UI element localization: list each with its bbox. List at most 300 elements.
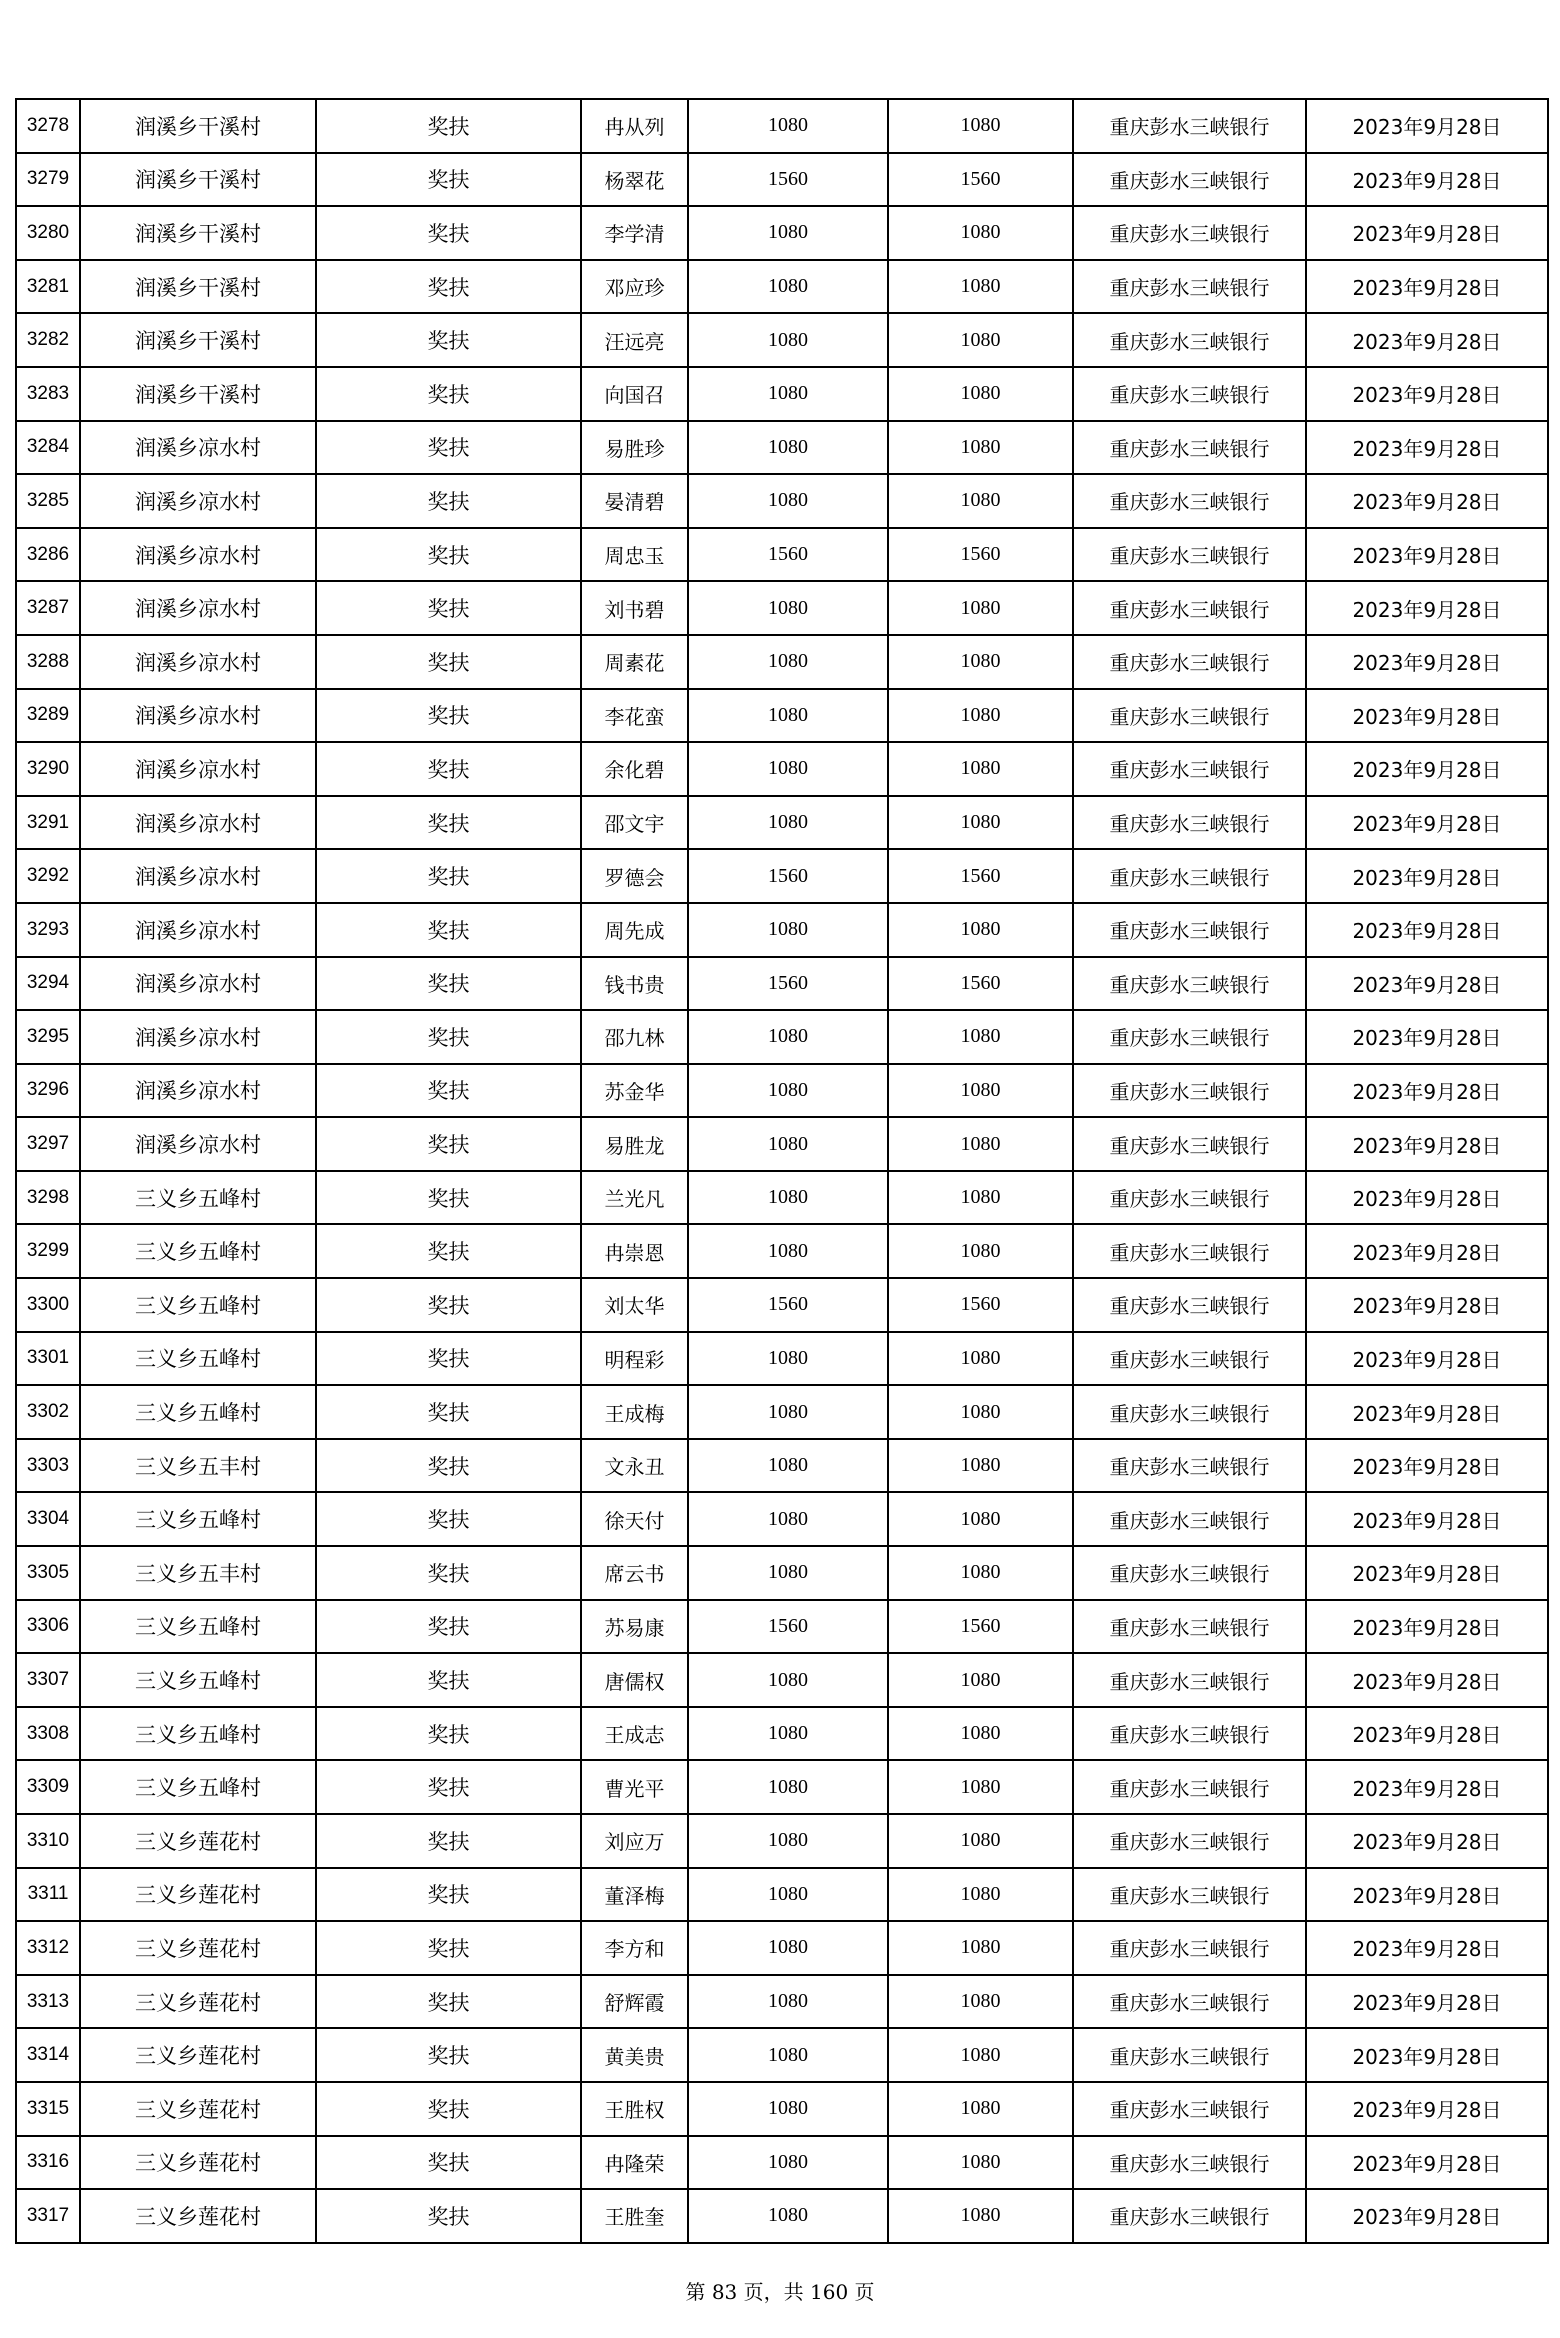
village-cell: 三义乡五峰村 bbox=[80, 1171, 316, 1225]
recipient-name-cell: 席云书 bbox=[581, 1546, 688, 1600]
village-cell: 润溪乡干溪村 bbox=[80, 206, 316, 260]
table-row bbox=[16, 421, 1548, 475]
record-number: 3279 bbox=[16, 153, 80, 207]
payment-date-cell: 2023年9月28日 bbox=[1306, 1814, 1548, 1868]
record-number: 3307 bbox=[16, 1653, 80, 1707]
bank-cell: 重庆彭水三峡银行 bbox=[1073, 474, 1306, 528]
table-row bbox=[16, 903, 1548, 957]
paid-amount-cell: 1080 bbox=[888, 1921, 1073, 1975]
village-cell: 润溪乡干溪村 bbox=[80, 99, 316, 153]
standard-amount-cell: 1080 bbox=[688, 1117, 888, 1171]
standard-amount-cell: 1080 bbox=[688, 2082, 888, 2136]
village-cell: 三义乡莲花村 bbox=[80, 2028, 316, 2082]
bank-cell: 重庆彭水三峡银行 bbox=[1073, 1600, 1306, 1654]
village-cell: 三义乡五峰村 bbox=[80, 1760, 316, 1814]
records-table bbox=[15, 98, 1549, 2244]
recipient-name-cell: 王成志 bbox=[581, 1707, 688, 1761]
recipient-name-cell: 周先成 bbox=[581, 903, 688, 957]
table-row bbox=[16, 1278, 1548, 1332]
bank-cell: 重庆彭水三峡银行 bbox=[1073, 313, 1306, 367]
table-row bbox=[16, 1171, 1548, 1225]
recipient-name-cell: 李学清 bbox=[581, 206, 688, 260]
payment-date-cell: 2023年9月28日 bbox=[1306, 742, 1548, 796]
paid-amount-cell: 1080 bbox=[888, 1546, 1073, 1600]
subsidy-type-cell: 奖扶 bbox=[316, 1332, 581, 1386]
recipient-name-cell: 杨翠花 bbox=[581, 153, 688, 207]
bank-cell: 重庆彭水三峡银行 bbox=[1073, 581, 1306, 635]
paid-amount-cell: 1080 bbox=[888, 99, 1073, 153]
subsidy-type-cell: 奖扶 bbox=[316, 2136, 581, 2190]
subsidy-type-cell: 奖扶 bbox=[316, 1278, 581, 1332]
paid-amount-cell: 1560 bbox=[888, 1278, 1073, 1332]
paid-amount-cell: 1080 bbox=[888, 206, 1073, 260]
recipient-name-cell: 明程彩 bbox=[581, 1332, 688, 1386]
recipient-name-cell: 钱书贵 bbox=[581, 957, 688, 1011]
village-cell: 三义乡五峰村 bbox=[80, 1278, 316, 1332]
subsidy-type-cell: 奖扶 bbox=[316, 528, 581, 582]
payment-date-cell: 2023年9月28日 bbox=[1306, 313, 1548, 367]
standard-amount-cell: 1080 bbox=[688, 260, 888, 314]
record-number: 3281 bbox=[16, 260, 80, 314]
standard-amount-cell: 1080 bbox=[688, 2189, 888, 2243]
bank-cell: 重庆彭水三峡银行 bbox=[1073, 1171, 1306, 1225]
table-row bbox=[16, 1439, 1548, 1493]
paid-amount-cell: 1080 bbox=[888, 421, 1073, 475]
subsidy-type-cell: 奖扶 bbox=[316, 1010, 581, 1064]
paid-amount-cell: 1080 bbox=[888, 2028, 1073, 2082]
bank-cell: 重庆彭水三峡银行 bbox=[1073, 742, 1306, 796]
recipient-name-cell: 冉从列 bbox=[581, 99, 688, 153]
recipient-name-cell: 易胜龙 bbox=[581, 1117, 688, 1171]
standard-amount-cell: 1560 bbox=[688, 849, 888, 903]
standard-amount-cell: 1080 bbox=[688, 1224, 888, 1278]
village-cell: 润溪乡凉水村 bbox=[80, 1117, 316, 1171]
record-number: 3316 bbox=[16, 2136, 80, 2190]
table-row bbox=[16, 153, 1548, 207]
paid-amount-cell: 1080 bbox=[888, 2136, 1073, 2190]
paid-amount-cell: 1080 bbox=[888, 689, 1073, 743]
standard-amount-cell: 1080 bbox=[688, 99, 888, 153]
record-number: 3282 bbox=[16, 313, 80, 367]
standard-amount-cell: 1080 bbox=[688, 796, 888, 850]
village-cell: 三义乡五峰村 bbox=[80, 1224, 316, 1278]
paid-amount-cell: 1560 bbox=[888, 957, 1073, 1011]
table-row bbox=[16, 849, 1548, 903]
village-cell: 润溪乡干溪村 bbox=[80, 260, 316, 314]
records-table-body bbox=[16, 99, 1548, 2243]
payment-date-cell: 2023年9月28日 bbox=[1306, 635, 1548, 689]
paid-amount-cell: 1080 bbox=[888, 1760, 1073, 1814]
payment-date-cell: 2023年9月28日 bbox=[1306, 1492, 1548, 1546]
table-row bbox=[16, 206, 1548, 260]
payment-date-cell: 2023年9月28日 bbox=[1306, 367, 1548, 421]
village-cell: 三义乡莲花村 bbox=[80, 2136, 316, 2190]
bank-cell: 重庆彭水三峡银行 bbox=[1073, 2028, 1306, 2082]
standard-amount-cell: 1080 bbox=[688, 367, 888, 421]
standard-amount-cell: 1080 bbox=[688, 1546, 888, 1600]
village-cell: 润溪乡凉水村 bbox=[80, 957, 316, 1011]
payment-date-cell: 2023年9月28日 bbox=[1306, 957, 1548, 1011]
paid-amount-cell: 1560 bbox=[888, 849, 1073, 903]
standard-amount-cell: 1080 bbox=[688, 1332, 888, 1386]
standard-amount-cell: 1080 bbox=[688, 1814, 888, 1868]
bank-cell: 重庆彭水三峡银行 bbox=[1073, 689, 1306, 743]
standard-amount-cell: 1080 bbox=[688, 313, 888, 367]
bank-cell: 重庆彭水三峡银行 bbox=[1073, 2189, 1306, 2243]
standard-amount-cell: 1080 bbox=[688, 903, 888, 957]
record-number: 3283 bbox=[16, 367, 80, 421]
recipient-name-cell: 刘应万 bbox=[581, 1814, 688, 1868]
village-cell: 润溪乡凉水村 bbox=[80, 742, 316, 796]
table-row bbox=[16, 1010, 1548, 1064]
paid-amount-cell: 1560 bbox=[888, 153, 1073, 207]
record-number: 3299 bbox=[16, 1224, 80, 1278]
paid-amount-cell: 1080 bbox=[888, 260, 1073, 314]
payment-date-cell: 2023年9月28日 bbox=[1306, 153, 1548, 207]
table-row bbox=[16, 2136, 1548, 2190]
bank-cell: 重庆彭水三峡银行 bbox=[1073, 1332, 1306, 1386]
village-cell: 润溪乡干溪村 bbox=[80, 153, 316, 207]
village-cell: 三义乡莲花村 bbox=[80, 2082, 316, 2136]
standard-amount-cell: 1080 bbox=[688, 1171, 888, 1225]
payment-date-cell: 2023年9月28日 bbox=[1306, 1385, 1548, 1439]
subsidy-type-cell: 奖扶 bbox=[316, 153, 581, 207]
paid-amount-cell: 1080 bbox=[888, 1224, 1073, 1278]
subsidy-type-cell: 奖扶 bbox=[316, 2082, 581, 2136]
standard-amount-cell: 1080 bbox=[688, 1868, 888, 1922]
recipient-name-cell: 唐儒权 bbox=[581, 1653, 688, 1707]
village-cell: 三义乡莲花村 bbox=[80, 1868, 316, 1922]
record-number: 3317 bbox=[16, 2189, 80, 2243]
bank-cell: 重庆彭水三峡银行 bbox=[1073, 421, 1306, 475]
payment-date-cell: 2023年9月28日 bbox=[1306, 2189, 1548, 2243]
bank-cell: 重庆彭水三峡银行 bbox=[1073, 99, 1306, 153]
table-row bbox=[16, 528, 1548, 582]
payment-date-cell: 2023年9月28日 bbox=[1306, 206, 1548, 260]
bank-cell: 重庆彭水三峡银行 bbox=[1073, 1439, 1306, 1493]
village-cell: 三义乡五峰村 bbox=[80, 1385, 316, 1439]
record-number: 3291 bbox=[16, 796, 80, 850]
table-row bbox=[16, 1064, 1548, 1118]
record-number: 3304 bbox=[16, 1492, 80, 1546]
table-row bbox=[16, 1224, 1548, 1278]
bank-cell: 重庆彭水三峡银行 bbox=[1073, 1010, 1306, 1064]
subsidy-type-cell: 奖扶 bbox=[316, 1975, 581, 2029]
subsidy-type-cell: 奖扶 bbox=[316, 2028, 581, 2082]
standard-amount-cell: 1560 bbox=[688, 528, 888, 582]
subsidy-type-cell: 奖扶 bbox=[316, 1600, 581, 1654]
payment-date-cell: 2023年9月28日 bbox=[1306, 260, 1548, 314]
payment-date-cell: 2023年9月28日 bbox=[1306, 1332, 1548, 1386]
payment-date-cell: 2023年9月28日 bbox=[1306, 1117, 1548, 1171]
standard-amount-cell: 1560 bbox=[688, 153, 888, 207]
payment-date-cell: 2023年9月28日 bbox=[1306, 1760, 1548, 1814]
recipient-name-cell: 罗德会 bbox=[581, 849, 688, 903]
village-cell: 润溪乡凉水村 bbox=[80, 689, 316, 743]
record-number: 3290 bbox=[16, 742, 80, 796]
recipient-name-cell: 周忠玉 bbox=[581, 528, 688, 582]
paid-amount-cell: 1080 bbox=[888, 581, 1073, 635]
paid-amount-cell: 1080 bbox=[888, 1064, 1073, 1118]
recipient-name-cell: 兰光凡 bbox=[581, 1171, 688, 1225]
record-number: 3294 bbox=[16, 957, 80, 1011]
paid-amount-cell: 1080 bbox=[888, 796, 1073, 850]
record-number: 3313 bbox=[16, 1975, 80, 2029]
payment-date-cell: 2023年9月28日 bbox=[1306, 1868, 1548, 1922]
bank-cell: 重庆彭水三峡银行 bbox=[1073, 635, 1306, 689]
payment-date-cell: 2023年9月28日 bbox=[1306, 1921, 1548, 1975]
payment-date-cell: 2023年9月28日 bbox=[1306, 689, 1548, 743]
recipient-name-cell: 苏易康 bbox=[581, 1600, 688, 1654]
paid-amount-cell: 1080 bbox=[888, 1171, 1073, 1225]
payment-date-cell: 2023年9月28日 bbox=[1306, 2082, 1548, 2136]
standard-amount-cell: 1560 bbox=[688, 1600, 888, 1654]
village-cell: 三义乡莲花村 bbox=[80, 2189, 316, 2243]
subsidy-type-cell: 奖扶 bbox=[316, 1814, 581, 1868]
recipient-name-cell: 李花蛮 bbox=[581, 689, 688, 743]
record-number: 3303 bbox=[16, 1439, 80, 1493]
bank-cell: 重庆彭水三峡银行 bbox=[1073, 206, 1306, 260]
subsidy-type-cell: 奖扶 bbox=[316, 1653, 581, 1707]
table-row bbox=[16, 1921, 1548, 1975]
subsidy-type-cell: 奖扶 bbox=[316, 421, 581, 475]
table-row bbox=[16, 1546, 1548, 1600]
table-row bbox=[16, 1707, 1548, 1761]
payment-date-cell: 2023年9月28日 bbox=[1306, 581, 1548, 635]
record-number: 3315 bbox=[16, 2082, 80, 2136]
recipient-name-cell: 邵九林 bbox=[581, 1010, 688, 1064]
paid-amount-cell: 1080 bbox=[888, 635, 1073, 689]
paid-amount-cell: 1080 bbox=[888, 474, 1073, 528]
recipient-name-cell: 余化碧 bbox=[581, 742, 688, 796]
bank-cell: 重庆彭水三峡银行 bbox=[1073, 957, 1306, 1011]
payment-date-cell: 2023年9月28日 bbox=[1306, 2028, 1548, 2082]
subsidy-type-cell: 奖扶 bbox=[316, 1707, 581, 1761]
paid-amount-cell: 1080 bbox=[888, 903, 1073, 957]
table-row bbox=[16, 99, 1548, 153]
paid-amount-cell: 1080 bbox=[888, 367, 1073, 421]
standard-amount-cell: 1560 bbox=[688, 1278, 888, 1332]
standard-amount-cell: 1080 bbox=[688, 474, 888, 528]
record-number: 3306 bbox=[16, 1600, 80, 1654]
standard-amount-cell: 1080 bbox=[688, 1653, 888, 1707]
record-number: 3311 bbox=[16, 1868, 80, 1922]
payment-date-cell: 2023年9月28日 bbox=[1306, 903, 1548, 957]
table-row bbox=[16, 367, 1548, 421]
paid-amount-cell: 1080 bbox=[888, 1492, 1073, 1546]
table-row bbox=[16, 796, 1548, 850]
paid-amount-cell: 1560 bbox=[888, 528, 1073, 582]
payment-date-cell: 2023年9月28日 bbox=[1306, 528, 1548, 582]
recipient-name-cell: 周素花 bbox=[581, 635, 688, 689]
bank-cell: 重庆彭水三峡银行 bbox=[1073, 1868, 1306, 1922]
table-row bbox=[16, 2082, 1548, 2136]
bank-cell: 重庆彭水三峡银行 bbox=[1073, 1117, 1306, 1171]
standard-amount-cell: 1080 bbox=[688, 1439, 888, 1493]
subsidy-type-cell: 奖扶 bbox=[316, 1064, 581, 1118]
village-cell: 润溪乡凉水村 bbox=[80, 1064, 316, 1118]
table-row bbox=[16, 581, 1548, 635]
village-cell: 润溪乡凉水村 bbox=[80, 1010, 316, 1064]
subsidy-type-cell: 奖扶 bbox=[316, 367, 581, 421]
subsidy-type-cell: 奖扶 bbox=[316, 635, 581, 689]
record-number: 3309 bbox=[16, 1760, 80, 1814]
subsidy-type-cell: 奖扶 bbox=[316, 1760, 581, 1814]
recipient-name-cell: 董泽梅 bbox=[581, 1868, 688, 1922]
recipient-name-cell: 王胜奎 bbox=[581, 2189, 688, 2243]
village-cell: 润溪乡凉水村 bbox=[80, 474, 316, 528]
bank-cell: 重庆彭水三峡银行 bbox=[1073, 849, 1306, 903]
bank-cell: 重庆彭水三峡银行 bbox=[1073, 903, 1306, 957]
standard-amount-cell: 1080 bbox=[688, 742, 888, 796]
subsidy-type-cell: 奖扶 bbox=[316, 1546, 581, 1600]
bank-cell: 重庆彭水三峡银行 bbox=[1073, 2082, 1306, 2136]
subsidy-type-cell: 奖扶 bbox=[316, 1492, 581, 1546]
page-footer: 第 83 页，共 160 页 bbox=[685, 2280, 875, 2304]
payment-date-cell: 2023年9月28日 bbox=[1306, 1600, 1548, 1654]
standard-amount-cell: 1080 bbox=[688, 1975, 888, 2029]
bank-cell: 重庆彭水三峡银行 bbox=[1073, 1385, 1306, 1439]
village-cell: 三义乡五丰村 bbox=[80, 1546, 316, 1600]
table-row bbox=[16, 1975, 1548, 2029]
record-number: 3284 bbox=[16, 421, 80, 475]
record-number: 3292 bbox=[16, 849, 80, 903]
village-cell: 三义乡五峰村 bbox=[80, 1707, 316, 1761]
standard-amount-cell: 1080 bbox=[688, 1921, 888, 1975]
paid-amount-cell: 1080 bbox=[888, 1868, 1073, 1922]
bank-cell: 重庆彭水三峡银行 bbox=[1073, 1707, 1306, 1761]
subsidy-type-cell: 奖扶 bbox=[316, 1921, 581, 1975]
paid-amount-cell: 1080 bbox=[888, 2082, 1073, 2136]
record-number: 3302 bbox=[16, 1385, 80, 1439]
table-row bbox=[16, 313, 1548, 367]
table-row bbox=[16, 2189, 1548, 2243]
record-number: 3298 bbox=[16, 1171, 80, 1225]
payment-date-cell: 2023年9月28日 bbox=[1306, 1546, 1548, 1600]
payment-date-cell: 2023年9月28日 bbox=[1306, 1064, 1548, 1118]
subsidy-type-cell: 奖扶 bbox=[316, 1439, 581, 1493]
table-row bbox=[16, 1117, 1548, 1171]
village-cell: 三义乡莲花村 bbox=[80, 1814, 316, 1868]
payment-date-cell: 2023年9月28日 bbox=[1306, 474, 1548, 528]
record-number: 3288 bbox=[16, 635, 80, 689]
bank-cell: 重庆彭水三峡银行 bbox=[1073, 796, 1306, 850]
payment-date-cell: 2023年9月28日 bbox=[1306, 1975, 1548, 2029]
village-cell: 润溪乡干溪村 bbox=[80, 313, 316, 367]
subsidy-type-cell: 奖扶 bbox=[316, 903, 581, 957]
record-number: 3285 bbox=[16, 474, 80, 528]
bank-cell: 重庆彭水三峡银行 bbox=[1073, 1278, 1306, 1332]
standard-amount-cell: 1080 bbox=[688, 581, 888, 635]
paid-amount-cell: 1080 bbox=[888, 1117, 1073, 1171]
recipient-name-cell: 王胜权 bbox=[581, 2082, 688, 2136]
table-row bbox=[16, 474, 1548, 528]
record-number: 3310 bbox=[16, 1814, 80, 1868]
bank-cell: 重庆彭水三峡银行 bbox=[1073, 1224, 1306, 1278]
village-cell: 润溪乡凉水村 bbox=[80, 421, 316, 475]
record-number: 3289 bbox=[16, 689, 80, 743]
recipient-name-cell: 文永丑 bbox=[581, 1439, 688, 1493]
record-number: 3296 bbox=[16, 1064, 80, 1118]
record-number: 3287 bbox=[16, 581, 80, 635]
standard-amount-cell: 1080 bbox=[688, 1010, 888, 1064]
village-cell: 润溪乡凉水村 bbox=[80, 796, 316, 850]
village-cell: 三义乡五丰村 bbox=[80, 1439, 316, 1493]
bank-cell: 重庆彭水三峡银行 bbox=[1073, 153, 1306, 207]
payment-date-cell: 2023年9月28日 bbox=[1306, 1653, 1548, 1707]
recipient-name-cell: 李方和 bbox=[581, 1921, 688, 1975]
table-row bbox=[16, 635, 1548, 689]
payment-date-cell: 2023年9月28日 bbox=[1306, 421, 1548, 475]
record-number: 3297 bbox=[16, 1117, 80, 1171]
subsidy-type-cell: 奖扶 bbox=[316, 1868, 581, 1922]
record-number: 3278 bbox=[16, 99, 80, 153]
payment-date-cell: 2023年9月28日 bbox=[1306, 796, 1548, 850]
standard-amount-cell: 1080 bbox=[688, 1064, 888, 1118]
table-row bbox=[16, 1653, 1548, 1707]
village-cell: 三义乡五峰村 bbox=[80, 1332, 316, 1386]
standard-amount-cell: 1080 bbox=[688, 2136, 888, 2190]
subsidy-type-cell: 奖扶 bbox=[316, 313, 581, 367]
village-cell: 三义乡莲花村 bbox=[80, 1921, 316, 1975]
paid-amount-cell: 1080 bbox=[888, 1010, 1073, 1064]
paid-amount-cell: 1080 bbox=[888, 742, 1073, 796]
recipient-name-cell: 冉隆荣 bbox=[581, 2136, 688, 2190]
subsidy-type-cell: 奖扶 bbox=[316, 1224, 581, 1278]
record-number: 3280 bbox=[16, 206, 80, 260]
table-row bbox=[16, 1492, 1548, 1546]
recipient-name-cell: 刘太华 bbox=[581, 1278, 688, 1332]
bank-cell: 重庆彭水三峡银行 bbox=[1073, 367, 1306, 421]
village-cell: 润溪乡凉水村 bbox=[80, 635, 316, 689]
subsidy-type-cell: 奖扶 bbox=[316, 689, 581, 743]
record-number: 3314 bbox=[16, 2028, 80, 2082]
recipient-name-cell: 向国召 bbox=[581, 367, 688, 421]
village-cell: 三义乡五峰村 bbox=[80, 1492, 316, 1546]
village-cell: 三义乡五峰村 bbox=[80, 1600, 316, 1654]
table-row bbox=[16, 2028, 1548, 2082]
table-row bbox=[16, 957, 1548, 1011]
village-cell: 润溪乡干溪村 bbox=[80, 367, 316, 421]
recipient-name-cell: 黄美贵 bbox=[581, 2028, 688, 2082]
village-cell: 三义乡莲花村 bbox=[80, 1975, 316, 2029]
bank-cell: 重庆彭水三峡银行 bbox=[1073, 1546, 1306, 1600]
table-row bbox=[16, 1868, 1548, 1922]
subsidy-type-cell: 奖扶 bbox=[316, 796, 581, 850]
bank-cell: 重庆彭水三峡银行 bbox=[1073, 2136, 1306, 2190]
paid-amount-cell: 1080 bbox=[888, 1385, 1073, 1439]
subsidy-type-cell: 奖扶 bbox=[316, 474, 581, 528]
table-row bbox=[16, 689, 1548, 743]
recipient-name-cell: 冉崇恩 bbox=[581, 1224, 688, 1278]
village-cell: 润溪乡凉水村 bbox=[80, 903, 316, 957]
standard-amount-cell: 1560 bbox=[688, 957, 888, 1011]
paid-amount-cell: 1080 bbox=[888, 1707, 1073, 1761]
recipient-name-cell: 邓应珍 bbox=[581, 260, 688, 314]
bank-cell: 重庆彭水三峡银行 bbox=[1073, 1492, 1306, 1546]
paid-amount-cell: 1080 bbox=[888, 2189, 1073, 2243]
subsidy-type-cell: 奖扶 bbox=[316, 260, 581, 314]
standard-amount-cell: 1080 bbox=[688, 635, 888, 689]
table-row bbox=[16, 1600, 1548, 1654]
village-cell: 润溪乡凉水村 bbox=[80, 849, 316, 903]
table-row bbox=[16, 1814, 1548, 1868]
recipient-name-cell: 晏清碧 bbox=[581, 474, 688, 528]
standard-amount-cell: 1080 bbox=[688, 421, 888, 475]
record-number: 3295 bbox=[16, 1010, 80, 1064]
payment-date-cell: 2023年9月28日 bbox=[1306, 849, 1548, 903]
recipient-name-cell: 汪远亮 bbox=[581, 313, 688, 367]
